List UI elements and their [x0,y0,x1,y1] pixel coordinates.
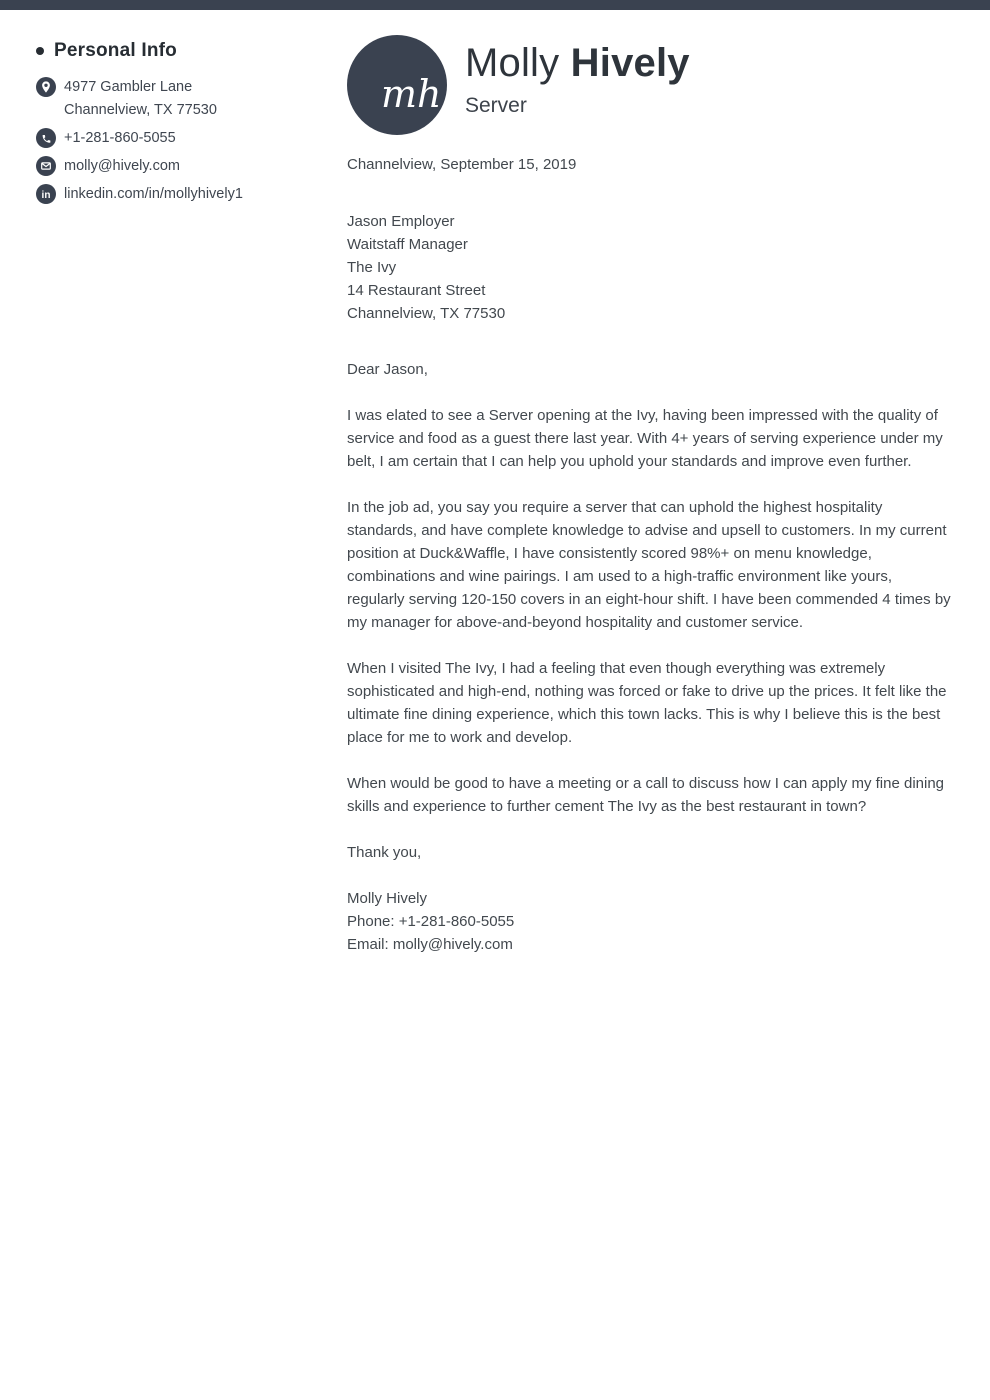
paragraph-2: In the job ad, you say you require a server that can uphold the highest hospitality standards, and have complete knowledge to advise and upsell to customers. In my current position at Duck&Waffle, I have consistently scored 98%+ on menu knowledge, combinations and wine pairings. I am used to a high-traffic environment like yours, regularly serving 120-150 covers in an eight-hour shift. I have been commended 4 times by my manager for above-and-beyond hospitality and customer service. [347,499,951,631]
job-title: Server [465,94,527,117]
top-accent-bar [0,0,990,10]
email-icon [36,156,56,176]
location-icon [36,77,56,97]
personal-info-heading-label: Personal Info [54,40,177,61]
contact-row-email [36,155,321,178]
recipient-company: The Ivy [347,259,397,276]
main-column [347,35,953,956]
recipient-name: Jason Employer [347,213,455,230]
signature-email: Email: molly@hively.com [347,936,513,953]
linkedin-url: linkedin.com/in/mollyhively1 [64,186,243,202]
personal-info-heading [36,40,321,62]
name-block [465,35,690,118]
date-line: Channelview, September 15, 2019 [347,156,577,173]
personal-info-sidebar [36,40,321,211]
letter-header [347,35,953,135]
letter-body [347,153,953,956]
contact-row-linkedin [36,183,321,206]
closing: Thank you, [347,844,422,861]
contact-row-address [36,76,321,122]
signature-phone: Phone: +1-281-860-5055 [347,913,515,930]
full-name [465,39,690,87]
recipient-title: Waitstaff Manager [347,236,468,253]
avatar-initials: mh [381,72,442,116]
avatar [347,35,447,135]
salutation: Dear Jason, [347,361,428,378]
address-line-2: Channelview, TX 77530 [64,102,217,118]
email-address: molly@hively.com [64,158,180,174]
address-line-1: 4977 Gambler Lane [64,79,193,95]
phone-icon [36,128,56,148]
paragraph-3: When I visited The Ivy, I had a feeling that even though everything was extremely sophisticated and high-end, nothing was forced or fake to drive up the prices. It felt like the ultimate fine dining experience, which this town lacks. This is why I believe this is the best place for me to work and develop. [347,660,947,746]
signature-block [347,887,953,956]
phone-number: +1-281-860-5055 [64,130,176,146]
linkedin-icon [36,184,56,204]
first-name: Molly [465,41,560,85]
address-text [64,76,217,122]
contact-row-phone [36,127,321,150]
linkedin-text [64,183,243,206]
signature-name: Molly Hively [347,890,428,907]
last-name: Hively [570,41,690,85]
email-text [64,155,180,178]
paragraph-4: When would be good to have a meeting or a call to discuss how I can apply my fine dining skills and experience to further cement The Ivy as the best restaurant in town? [347,775,945,815]
paragraph-1: I was elated to see a Server opening at the Ivy, having been impressed with the quality of service and food as a guest there last year. With 4+ years of serving experience under my belt, I am certain that I can help you uphold your standards and improve even further. [347,407,943,470]
recipient-city: Channelview, TX 77530 [347,305,506,322]
svg-text:in: in [41,189,51,201]
phone-text [64,127,176,150]
recipient-street: 14 Restaurant Street [347,282,486,299]
recipient-block [347,210,953,325]
bullet-icon [36,47,44,55]
